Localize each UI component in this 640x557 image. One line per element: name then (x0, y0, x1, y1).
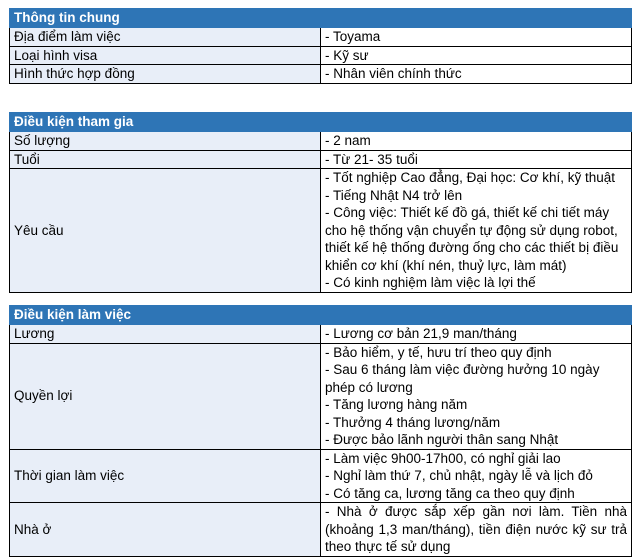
participation-title: Điều kiện tham gia (10, 113, 632, 132)
row-label: Quyền lợi (10, 343, 321, 449)
schedule-line: - Làm việc 9h00-17h00, có nghỉ giải lao (325, 450, 561, 466)
working-conditions-table (9, 305, 632, 557)
schedule-line: - Nghỉ làm thứ 7, chủ nhật, ngày lễ và lịch đỏ (325, 468, 593, 483)
general-info-table (9, 8, 632, 84)
benefit-line: - Thưởng 4 tháng lương/năm (325, 414, 501, 430)
row-label: Thời gian làm việc (10, 449, 321, 503)
benefit-line: - Tăng lương hàng năm (325, 397, 468, 412)
requirement-line: - Có kinh nghiệm làm việc là lợi thế (325, 275, 536, 290)
row-value: - Nhà ở được sắp xếp gần nơi làm. Tiền nhà (khoảng 1,3 man/tháng), tiền điện nước kỹ sư trả theo thực tế sử dụng (321, 503, 632, 557)
row-label: Yêu cầu (10, 169, 321, 293)
participation-table (9, 112, 632, 293)
row-value (321, 169, 632, 293)
table-row (10, 325, 632, 344)
row-value: - Từ 21- 35 tuổi (321, 150, 632, 169)
table-row (10, 46, 632, 65)
schedule-line: - Có tăng ca, lương tăng ca theo quy định (325, 485, 575, 501)
table-row (10, 150, 632, 169)
general-info-title: Thông tin chung (10, 9, 632, 28)
requirement-line: - Tiếng Nhật N4 trở lên (325, 187, 463, 203)
row-label: Số lượng (10, 132, 321, 151)
row-value: - Kỹ sư (321, 46, 632, 65)
requirement-line: - Công việc: Thiết kế đồ gá, thiết kế chi tiết máy cho hệ thống vận chuyển tự động sử dụng robot, thiết kế hệ thống đường ống cho các thiết bị điều khiển cơ khí (khí nén, thuỷ lực, làm mát) (325, 205, 619, 273)
row-label: Lương (10, 325, 321, 344)
benefit-line: - Bảo hiểm, y tế, hưu trí theo quy định (325, 344, 552, 360)
row-label: Tuổi (10, 150, 321, 169)
table-row (10, 449, 632, 503)
table-row (10, 65, 632, 84)
row-label: Hình thức hợp đồng (10, 65, 321, 84)
table-row (10, 132, 632, 151)
row-value: - Toyama (321, 28, 632, 47)
row-value (321, 343, 632, 449)
row-value: - Lương cơ bản 21,9 man/tháng (321, 325, 632, 344)
row-label: Địa điểm làm việc (10, 28, 321, 47)
benefit-line: - Được bảo lãnh người thân sang Nhật (325, 432, 559, 447)
row-value (321, 449, 632, 503)
row-label: Nhà ở (10, 503, 321, 557)
table-row (10, 169, 632, 293)
row-label: Loại hình visa (10, 46, 321, 65)
row-value: - 2 nam (321, 132, 632, 151)
table-row (10, 503, 632, 557)
benefit-line: - Sau 6 tháng làm việc đường hưởng 10 ngày phép có lương (325, 362, 600, 395)
row-value: - Nhân viên chính thức (321, 65, 632, 84)
table-row (10, 28, 632, 47)
working-conditions-title: Điều kiện làm việc (10, 306, 632, 325)
table-row (10, 343, 632, 449)
requirement-line: - Tốt nghiệp Cao đẳng, Đại học: Cơ khí, kỹ thuật (325, 170, 616, 185)
